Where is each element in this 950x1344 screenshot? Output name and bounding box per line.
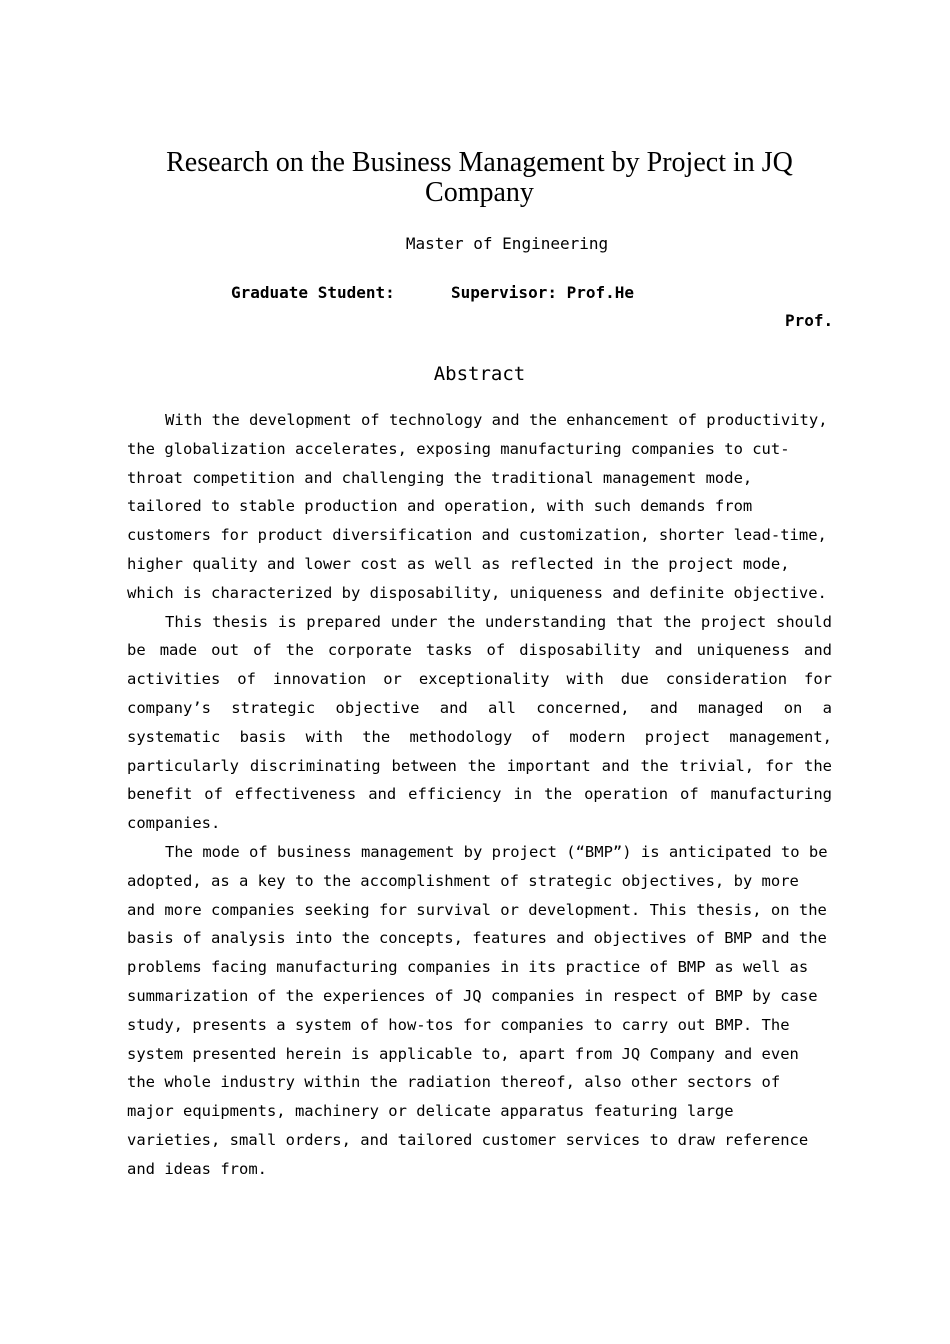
- supervisor-continuation: Prof.: [785, 311, 834, 330]
- paper-title: Research on the Business Management by Project in JQ Company: [166, 147, 793, 208]
- supervisor-label: Supervisor: Prof.He: [451, 283, 635, 302]
- abstract-paragraph: This thesis is prepared under the understanding that the project should be made out of the corporate tasks of disposability and uniqueness and activities of innovation or exceptionality with due consideration for company’s strategic objective and all concerned, and managed on a systematic basis with the methodology of modern project management, particularly discriminating between the important and the trivial, for the benefit of effectiveness and efficiency in the operation of manufacturing companies.: [127, 612, 832, 833]
- graduate-student-label: Graduate Student:: [231, 283, 395, 302]
- abstract-heading: Abstract: [433, 363, 526, 385]
- degree-label: Master of Engineering: [405, 234, 609, 253]
- abstract-paragraph: The mode of business management by project (“BMP”) is anticipated to be adopted, as a key to the accomplishment of strategic objectives, by more and more companies seeking for survival or development. This thesis, on the basis of analysis into the concepts, features and objectives of BMP and the problems facing manufacturing companies in its practice of BMP as well as summarization of the experiences of JQ companies in respect of BMP by case study, presents a system of how-tos for companies to carry out BMP. The system presented herein is applicable to, apart from JQ Company and even the whole industry within the radiation thereof, also other sectors of major equipments, machinery or delicate apparatus featuring large varieties, small orders, and tailored customer services to draw reference and ideas from.: [127, 842, 828, 1178]
- abstract-paragraph: With the development of technology and the enhancement of productivity, the globalization accelerates, exposing manufacturing companies to cut-throat competition and challenging the traditional management mode, tailored to stable production and operation, with such demands from customers for product diversification and customization, shorter lead-time, higher quality and lower cost as well as reflected in the project mode, which is characterized by disposability, uniqueness and definite objective.: [127, 411, 828, 602]
- abstract-body: [127, 406, 832, 1184]
